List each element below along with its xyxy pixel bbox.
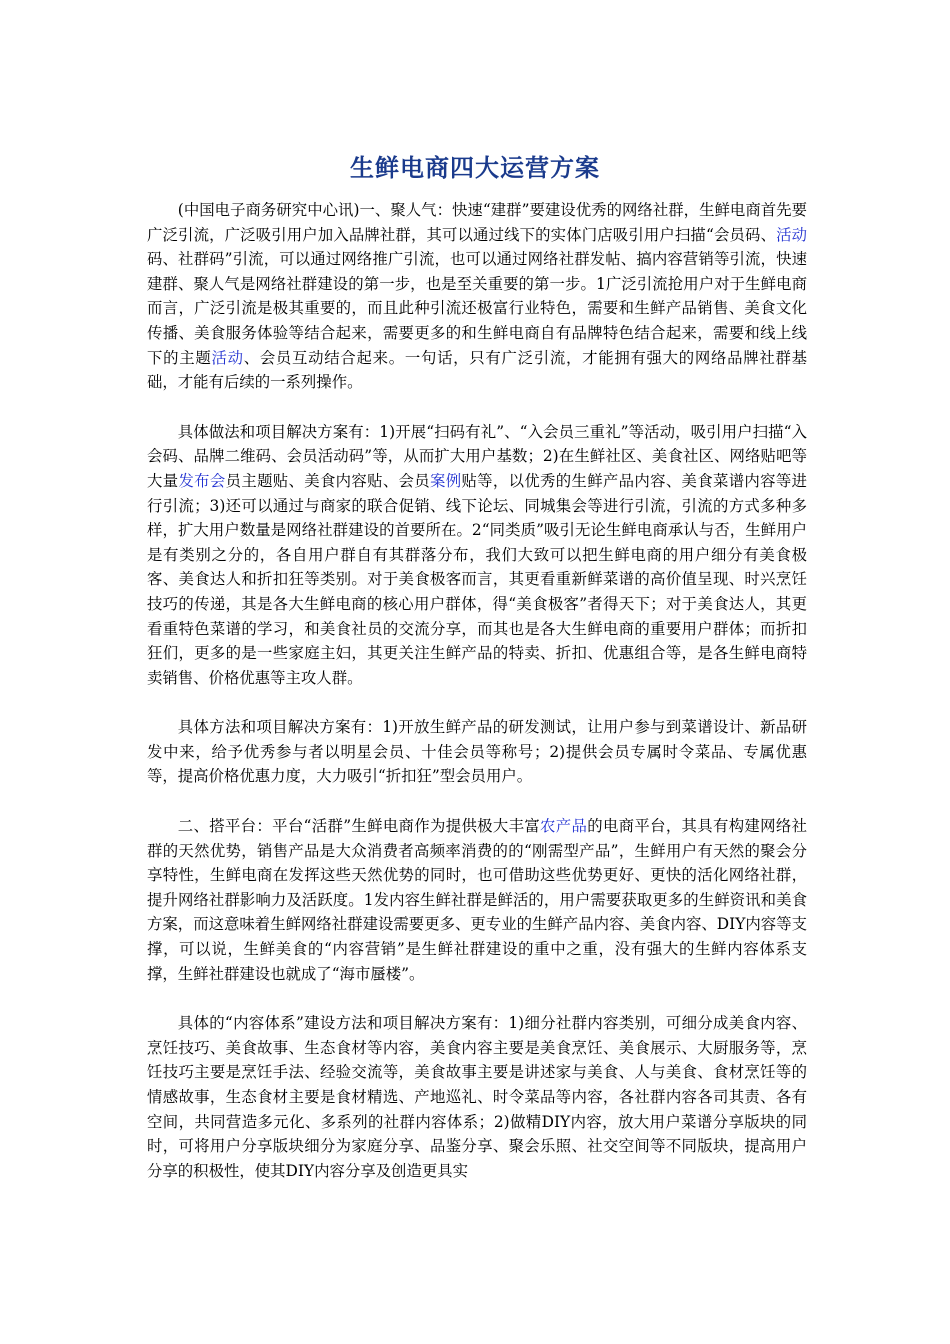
paragraph-text: 具体做法和项目解决方案有：1)开展“扫码有礼”、“入会员三重礼”等活动，吸引用户扫描“入会码、品牌二维码、会员活动码”等，从而扩大用户基数；2)在生鲜社区、美食社区、网络贴吧等大量 bbox=[147, 422, 807, 490]
paragraph-text: 码、社群码”引流，可以通过网络推广引流，也可以通过网络社群发帖、搞内容营销等引流，快速建群、聚人气是网络社群建设的第一步，也是至关重要的第一步。1广泛引流抢用户对于生鲜电商而言，广泛引流是极其重要的，而且此种引流还极富行业特色，需要和生鲜产品销售、美食文化传播、美食服务体验等结合起来，需要更多的和生鲜电商自有品牌特色结合起来，需要和线上线下的主题 bbox=[147, 250, 807, 367]
inline-link[interactable]: 农产品 bbox=[540, 817, 588, 836]
paragraph-1 bbox=[147, 198, 807, 395]
paragraph-text: 具体方法和项目解决方案有：1)开放生鲜产品的研发测试，让用户参与到菜谱设计、新品研发中来，给予优秀参与者以明星会员、十佳会员等称号；2)提供会员专属时令菜品、专属优惠等，提高价格优惠力度，大力吸引“折扣狂”型会员用户。 bbox=[147, 718, 807, 786]
inline-link[interactable]: 活动 bbox=[776, 225, 807, 244]
inline-link[interactable]: 发布会 bbox=[178, 471, 226, 490]
paragraph-text: 、会员互动结合起来。一句话，只有广泛引流，才能拥有强大的网络品牌社群基础，才能有后续的一系列操作。 bbox=[147, 348, 807, 392]
paragraph-text: (中国电子商务研究中心讯)一、聚人气：快速“建群”要建设优秀的网络社群，生鲜电商首先要广泛引流，广泛吸引用户加入品牌社群，其可以通过线下的实体门店吸引用户扫描“会员码、 bbox=[147, 201, 807, 244]
document-body bbox=[147, 198, 807, 1208]
paragraph-text: 贴等，以优秀的生鲜产品内容、美食菜谱内容等进行引流；3)还可以通过与商家的联合促销、线下论坛、同城集会等进行引流，引流的方式多种多样，扩大用户数量是网络社群建设的首要所在。2“同类质”吸引无论生鲜电商承认与否，生鲜用户是有类别之分的，各自用户群自有其群落分布，我们大致可以把生鲜电商的用户细分有美食极客、美食达人和折扣狂等类别。对于美食极客而言，其更看重新鲜菜谱的高价值呈现、时兴烹饪技巧的传递，其是各大生鲜电商的核心用户群体，得“美食极客”者得天下；对于美食达人，其更看重特色菜谱的学习，和美食社员的交流分享，而其也是各大生鲜电商的重要用户群体；而折扣狂们，更多的是一些家庭主妇，其更关注生鲜产品的特卖、折扣、优惠组合等，是各生鲜电商特卖销售、价格优惠等主攻人群。 bbox=[147, 471, 807, 687]
paragraph-3 bbox=[147, 715, 807, 789]
inline-link[interactable]: 活动 bbox=[211, 348, 244, 367]
inline-link[interactable]: 案例 bbox=[430, 471, 462, 490]
paragraph-2 bbox=[147, 420, 807, 691]
paragraph-text: 具体的“内容体系”建设方法和项目解决方案有：1)细分社群内容类别，可细分成美食内容、烹饪技巧、美食故事、生态食材等内容，美食内容主要是美食烹饪、美食展示、大厨服务等，烹饪技巧主要是烹饪手法、经验交流等，美食故事主要是讲述家与美食、人与美食、食材烹饪等的情感故事，生态食材主要是食材精选、产地巡礼、时令菜品等内容，各社群内容各司其责、各有空间，共同营造多元化、多系列的社群内容体系；2)做精DIY内容，放大用户菜谱分享版块的同时，可将用户分享版块细分为家庭分享、品鉴分享、聚会乐照、社交空间等不同版块，提高用户分享的积极性，使其DIY内容分享及创造更具实 bbox=[147, 1014, 807, 1180]
paragraph-5 bbox=[147, 1011, 807, 1183]
paragraph-text: 二、搭平台：平台“活群”生鲜电商作为提供极大丰富 bbox=[177, 817, 541, 836]
paragraph-4 bbox=[147, 814, 807, 986]
paragraph-text: 员主题贴、美食内容贴、会员 bbox=[225, 471, 430, 490]
paragraph-text: 的电商平台，其具有构建网络社群的天然优势，销售产品是大众消费者高频率消费的的“刚需型产品”，生鲜用户有天然的聚会分享特性，生鲜电商在发挥这些天然优势的同时，也可借助这些优势更好、更快的活化网络社群，提升网络社群影响力及活跃度。1发内容生鲜社群是鲜活的，用户需要获取更多的生鲜资讯和美食方案，而这意味着生鲜网络社群建设需要更多、更专业的生鲜产品内容、美食内容、DIY内容等支撑，可以说，生鲜美食的“内容营销”是生鲜社群建设的重中之重，没有强大的生鲜内容体系支撑，生鲜社群建设也就成了“海市蜃楼”。 bbox=[147, 817, 807, 983]
page-title: 生鲜电商四大运营方案 bbox=[350, 153, 600, 183]
